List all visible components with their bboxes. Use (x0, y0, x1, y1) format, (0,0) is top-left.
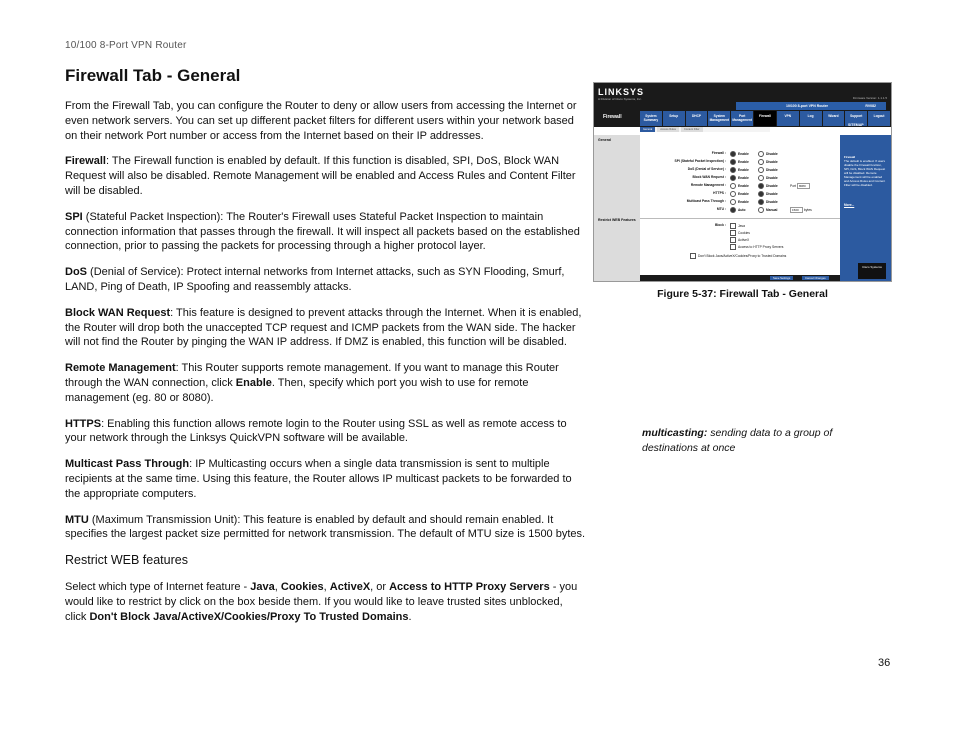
opt-firewall-disable[interactable] (758, 151, 778, 157)
text-https: : Enabling this function allows remote login to the Router using SSL as well as remote access to your network through the Linksys QuickVPN software will be available. (65, 417, 567, 445)
text-firewall: : The Firewall function is enabled by default. If this function is disabled, SPI, DoS, Block WAN Request will also be disabled. Remote Management will be enabled and Access Rules and Content Filter will be disabled. (65, 155, 576, 197)
row-label-dos: DoS (Denial of Service) : (687, 167, 726, 171)
restrict-heading: Restrict WEB features (65, 553, 188, 568)
sidenote (642, 426, 842, 456)
tab-system-summary[interactable]: System Summary (640, 111, 662, 126)
opt-label: Enable (738, 199, 749, 204)
help-text (844, 155, 888, 187)
opt-multicast-disable[interactable] (758, 199, 778, 205)
more-link[interactable]: More... (844, 203, 855, 207)
opt-https-enable[interactable] (730, 191, 749, 197)
model-name: 10/100 8-port VPN Router (786, 104, 829, 108)
radio-icon (758, 207, 764, 213)
row-label-mtu: MTU : (716, 207, 726, 211)
text-remote-mgmt-2: . Then, specify which port you wish to use for remote management (eg. 80 or 8080). (65, 376, 529, 404)
cancel-changes-button[interactable]: Cancel Changes (802, 276, 829, 280)
paragraph-spi (65, 210, 587, 254)
sidenote-text: sending data to a group of destinations at once (642, 427, 833, 454)
radio-icon (758, 175, 764, 181)
radio-icon (758, 191, 764, 197)
subtab-access-rules[interactable]: Access Rules (657, 127, 679, 132)
chk-label: ActiveX (738, 237, 750, 242)
opt-label: Enable (738, 175, 749, 180)
mtu-field (790, 207, 812, 213)
checkbox-icon (730, 230, 736, 236)
opt-blockwan-disable[interactable] (758, 175, 778, 181)
chk-proxy[interactable] (730, 244, 783, 250)
radio-icon (730, 167, 736, 173)
opt-spi-enable[interactable] (730, 159, 749, 165)
sidenote-term: multicasting: (642, 427, 708, 439)
model-code: RV082 (865, 104, 876, 108)
radio-icon (730, 191, 736, 197)
opt-label: Disable (766, 159, 778, 164)
restrict-t3: , (323, 580, 330, 593)
tab-wizard[interactable]: Wizard (823, 111, 845, 126)
opt-label: Disable (766, 191, 778, 196)
port-input[interactable]: 8080 (797, 183, 810, 189)
opt-multicast-enable[interactable] (730, 199, 749, 205)
opt-label: Disable (766, 151, 778, 156)
radio-icon (730, 151, 736, 157)
paragraph-dos (65, 265, 587, 295)
checkbox-icon (690, 253, 696, 259)
restrict-t6: . (408, 610, 412, 623)
chk-label: Don't Block Java/ActiveX/Cookies/Proxy to Trusted Domains (698, 253, 787, 258)
opt-blockwan-enable[interactable] (730, 175, 749, 181)
left-label-restrict: Restrict WEB Features (598, 218, 636, 222)
paragraph-mtu (65, 513, 587, 543)
term-enable: Enable (235, 376, 272, 389)
chk-java[interactable] (730, 223, 745, 229)
tab-support[interactable]: Support (845, 111, 867, 126)
radio-icon (730, 199, 736, 205)
restrict-t1: Select which type of Internet feature - (65, 580, 251, 593)
tab-port-management[interactable]: Port Management (731, 111, 753, 126)
text-spi: (Stateful Packet Inspection): The Router's Firewall uses Stateful Packet Inspection to maintain connection information that passes through the firewall. It will inspect all packets based on the established connection, prior to passing the packets for processing through a higher protocol layer. (65, 210, 580, 253)
page-title: Firewall Tab - General (65, 66, 241, 85)
opt-dos-enable[interactable] (730, 167, 749, 173)
sitemap-link[interactable]: SITEMAP (848, 123, 864, 127)
restrict-java: Java (250, 580, 275, 593)
left-column (594, 135, 640, 281)
mtu-unit: bytes (803, 207, 812, 212)
help-body: The default is enabled. If users disable the Firewall function, SPI, DoS, Block WAN Request will be disabled. Remote Management will be enabled and Access Rules and Content Filter will be disabled. (844, 159, 886, 187)
text-remote-mgmt: : This Router supports remote management. If you want to manage this Router through the WAN connection, click (65, 362, 559, 389)
radio-icon (758, 167, 764, 173)
restrict-dont-block: Don't Block Java/ActiveX/Cookies/Proxy To Trusted Domains (89, 610, 409, 623)
term-multicast: Multicast Pass Through (65, 458, 190, 471)
tab-vpn[interactable]: VPN (777, 111, 799, 126)
opt-https-disable[interactable] (758, 191, 778, 197)
block-label: Block : (715, 223, 726, 227)
opt-label: Manual (766, 207, 778, 212)
paragraph-firewall (65, 154, 587, 198)
chk-label: Cookies (738, 230, 750, 235)
bottom-bar (640, 275, 840, 281)
term-spi: SPI (65, 210, 83, 223)
term-https: HTTPS (65, 417, 102, 430)
opt-label: Enable (738, 151, 749, 156)
settings-panel (640, 135, 840, 275)
tab-log[interactable]: Log (800, 111, 822, 126)
router-screenshot (593, 82, 892, 282)
row-label-block-wan: Block WAN Request : (692, 175, 726, 179)
radio-icon (758, 183, 764, 189)
figure-caption: Figure 5-37: Firewall Tab - General (657, 288, 828, 300)
paragraph-block-wan (65, 306, 587, 350)
row-label-firewall: Firewall : (711, 151, 726, 155)
restrict-t4: , or (370, 580, 390, 593)
port-label: Port (790, 183, 797, 188)
tab-setup[interactable]: Setup (663, 111, 685, 126)
opt-label: Disable (766, 167, 778, 172)
opt-spi-disable[interactable] (758, 159, 778, 165)
term-firewall: Firewall (65, 155, 106, 168)
sub-tabs (640, 127, 770, 132)
opt-label: Enable (738, 183, 749, 188)
radio-icon (758, 199, 764, 205)
linksys-logo: LINKSYS (598, 87, 645, 97)
row-label-spi: SPI (Stateful Packet Inspection) : (674, 159, 726, 163)
divider (640, 218, 840, 219)
opt-firewall-enable[interactable] (730, 151, 749, 157)
port-field (790, 183, 810, 189)
paragraph-multicast (65, 457, 587, 501)
body-text (65, 99, 587, 635)
restrict-t2: , (274, 580, 281, 593)
opt-label: Enable (738, 159, 749, 164)
left-label-general: General (598, 138, 612, 142)
tab-dhcp[interactable]: DHCP (686, 111, 708, 126)
radio-icon (758, 159, 764, 165)
intro-paragraph: From the Firewall Tab, you can configure the Router to deny or allow users from accessing the Internet or even network servers. You can set up different packet filters for different users within your network based on their network Port number or access from the Internet based on their IP addresses. (65, 100, 577, 142)
chk-activex[interactable] (730, 237, 749, 243)
tab-logout[interactable]: Logout (868, 111, 890, 126)
section-title: Firewall (603, 114, 622, 120)
help-title: Firewall (844, 155, 856, 159)
radio-icon (730, 207, 736, 213)
opt-remote-disable[interactable] (758, 183, 778, 189)
mtu-input[interactable]: 1500 (790, 207, 803, 213)
firmware-version: Firmware Version: 1.1.1.5 (852, 96, 887, 100)
chk-label: Access to HTTP Proxy Servers (738, 244, 784, 249)
paragraph-remote-mgmt (65, 361, 587, 405)
term-remote-mgmt: Remote Management (65, 362, 176, 375)
term-mtu: MTU (65, 513, 89, 526)
chk-label: Java (738, 223, 745, 228)
restrict-proxy: Access to HTTP Proxy Servers (389, 580, 550, 593)
opt-label: Disable (766, 175, 778, 180)
opt-label: Disable (766, 199, 778, 204)
row-label-multicast: Multicast Pass Through : (686, 199, 726, 203)
radio-icon (758, 151, 764, 157)
paragraph-restrict (65, 580, 587, 624)
row-label-https: HTTPS : (713, 191, 726, 195)
tab-system-management[interactable]: System Management (708, 111, 730, 126)
opt-dos-disable[interactable] (758, 167, 778, 173)
opt-label: Auto (738, 207, 746, 212)
model-bar (736, 102, 886, 110)
save-settings-button[interactable]: Save Settings (770, 276, 793, 280)
checkbox-icon (730, 237, 736, 243)
radio-icon (730, 159, 736, 165)
tab-firewall[interactable]: Firewall (754, 111, 776, 126)
text-multicast: : IP Multicasting occurs when a single data transmission is sent to multiple recipients at the same time. Using this feature, the Router allows IP multicast packets to be forwarded to the appropriate computers. (65, 458, 572, 500)
paragraph-https (65, 417, 587, 447)
opt-remote-enable[interactable] (730, 183, 749, 189)
opt-label: Enable (738, 167, 749, 172)
restrict-activex: ActiveX (329, 580, 371, 593)
radio-icon (730, 175, 736, 181)
page-number: 36 (878, 657, 891, 669)
running-header: 10/100 8-Port VPN Router (65, 40, 187, 51)
radio-icon (730, 183, 736, 189)
text-dos: (Denial of Service): Protect internal networks from Internet attacks, such as SYN Flooding, Smurf, LAND, Ping of Death, IP Spoofing and reassembly attacks. (65, 266, 565, 293)
logo-subtitle: A Division of Cisco Systems, Inc. (598, 97, 642, 101)
opt-mtu-manual[interactable] (758, 207, 777, 213)
text-mtu: (Maximum Transmission Unit): This feature is enabled by default and should remain enabled. It specifies the largest packet size permitted for network transmission. The default of MTU size is 1500 bytes. (65, 513, 586, 541)
opt-label: Disable (766, 183, 778, 188)
help-column (840, 135, 891, 281)
text-block-wan: : This feature is designed to prevent attacks through the Internet. When it is enabled, the Router will drop both the unaccepted TCP request and ICMP packets from the WAN side. The hacker will not find the Router by pinging the WAN IP address. If DMZ is enabled, this function will be disabled. (65, 306, 582, 349)
chk-dont-block[interactable] (690, 253, 786, 259)
checkbox-icon (730, 223, 736, 229)
subtab-content-filter[interactable]: Content Filter (681, 127, 703, 132)
opt-label: Enable (738, 191, 749, 196)
restrict-cookies: Cookies (280, 580, 324, 593)
cisco-logo: Cisco Systems (858, 263, 886, 279)
row-label-remote-mgmt: Remote Management : (690, 183, 726, 187)
chk-cookies[interactable] (730, 230, 750, 236)
term-dos: DoS (65, 266, 87, 279)
restrict-t5: - you would like to restrict by click on the box beside them. If you would like to leave trusted sites unblocked, click (65, 580, 578, 623)
subtab-general[interactable]: General (640, 127, 655, 132)
opt-mtu-auto[interactable] (730, 207, 746, 213)
checkbox-icon (730, 244, 736, 250)
term-block-wan: Block WAN Request (65, 306, 171, 319)
